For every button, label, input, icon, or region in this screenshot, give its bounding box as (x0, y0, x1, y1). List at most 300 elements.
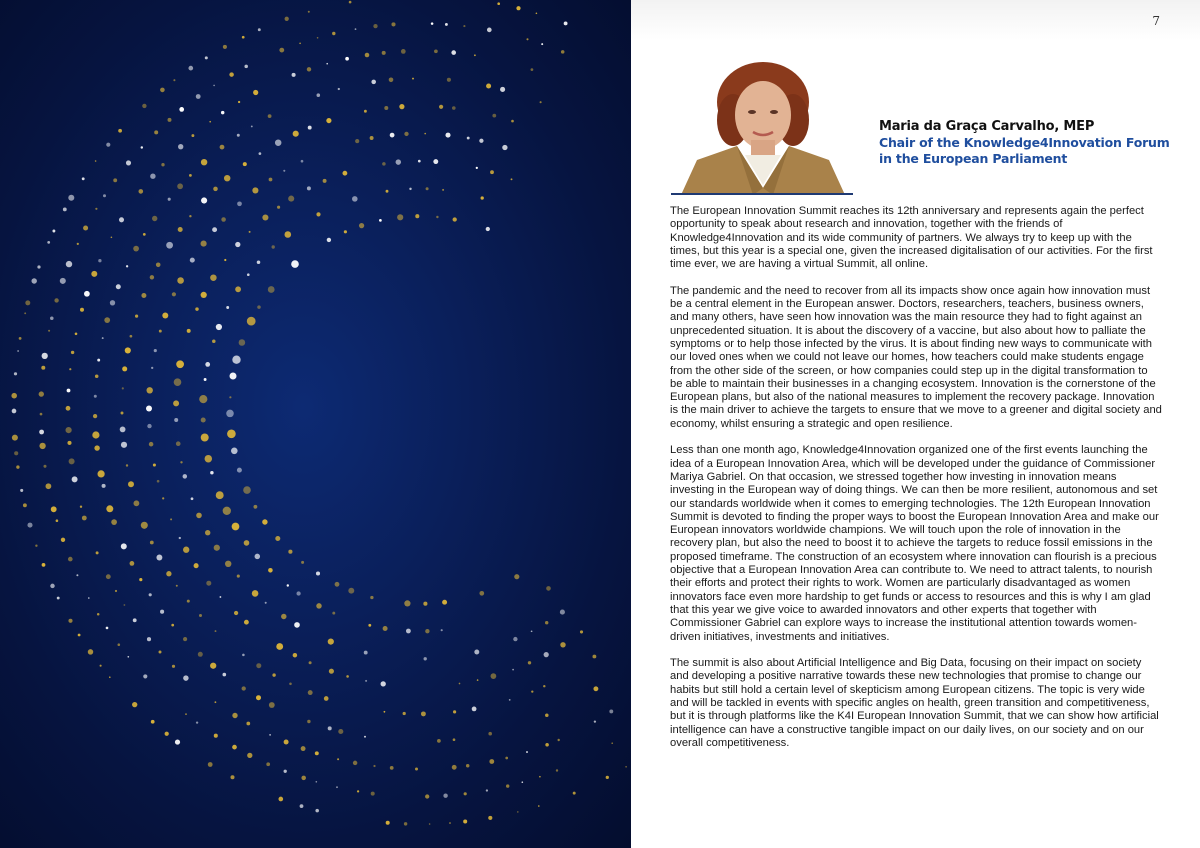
gold-dot (111, 519, 117, 525)
gold-dot (288, 196, 294, 202)
gold-dot (284, 740, 289, 745)
gold-dot (246, 722, 250, 726)
gold-dot (359, 223, 364, 228)
gold-dot (357, 790, 359, 792)
white-dot (82, 177, 85, 180)
white-dot (151, 367, 153, 369)
gold-dot (592, 655, 596, 659)
white-dot (196, 721, 198, 723)
gold-dot (560, 642, 565, 647)
gold-dot (247, 317, 256, 326)
white-dot (486, 789, 488, 791)
white-dot (294, 622, 300, 628)
white-dot (424, 657, 427, 660)
gold-dot (328, 639, 334, 645)
white-dot (500, 87, 505, 92)
gold-dot (178, 227, 183, 232)
gold-dot (223, 45, 227, 49)
gold-dot (135, 315, 138, 318)
gold-dot (244, 620, 249, 625)
gold-dot (253, 90, 258, 95)
white-dot (226, 306, 229, 309)
white-dot (175, 740, 180, 745)
gold-dot (151, 720, 155, 724)
white-dot (147, 637, 151, 641)
gold-dot (338, 729, 343, 734)
gold-dot (281, 614, 286, 619)
white-dot (307, 186, 311, 190)
gold-dot (479, 591, 484, 596)
gold-dot (344, 230, 347, 233)
gold-dot (301, 746, 306, 751)
white-dot (326, 63, 328, 65)
gold-dot (424, 133, 426, 135)
gold-dot (68, 557, 73, 562)
gold-dot (247, 753, 252, 758)
white-dot (188, 66, 193, 71)
gold-dot (390, 766, 394, 770)
gold-dot (490, 170, 494, 174)
gold-dot (384, 711, 386, 713)
gold-dot (69, 458, 75, 464)
gold-dot (183, 637, 187, 641)
gold-dot (133, 500, 139, 506)
white-dot (364, 651, 368, 655)
gold-dot (391, 22, 395, 26)
content-page (631, 0, 1200, 848)
gold-dot (66, 427, 72, 433)
gold-dot (121, 412, 124, 415)
gold-dot (214, 734, 218, 738)
gold-dot (201, 241, 207, 247)
gold-dot (223, 507, 231, 515)
white-dot (265, 602, 267, 604)
white-dot (127, 656, 129, 658)
gold-dot (141, 293, 146, 298)
gold-dot (161, 163, 164, 166)
gold-dot (132, 702, 137, 707)
white-dot (512, 669, 514, 671)
gold-dot (346, 675, 349, 678)
white-dot (451, 50, 456, 55)
gold-dot (191, 134, 194, 137)
white-dot (106, 627, 109, 630)
gold-dot (386, 190, 389, 193)
gold-dot (176, 360, 184, 368)
white-dot (300, 804, 304, 808)
white-dot (160, 610, 164, 614)
gold-dot (68, 619, 72, 623)
gold-dot (198, 652, 203, 657)
gold-dot (39, 443, 45, 449)
gold-dot (67, 441, 71, 445)
gold-dot (308, 11, 310, 13)
gold-dot (528, 661, 531, 664)
gold-dot (557, 739, 559, 741)
gold-dot (118, 129, 122, 133)
gold-dot (278, 797, 283, 802)
white-dot (244, 65, 248, 69)
white-dot (103, 194, 106, 197)
gold-dot (546, 586, 551, 591)
gold-dot (315, 751, 319, 755)
gold-dot (531, 68, 534, 71)
gold-dot (488, 816, 492, 820)
white-dot (247, 273, 250, 276)
white-dot (609, 709, 613, 713)
white-dot (183, 474, 188, 479)
gold-dot (212, 339, 216, 343)
gold-dot (195, 307, 198, 310)
gold-dot (593, 686, 598, 691)
gold-dot (382, 162, 386, 166)
white-dot (31, 278, 36, 283)
gold-dot (80, 308, 84, 312)
gold-dot (543, 685, 545, 687)
gold-dot (124, 604, 126, 606)
gold-dot (324, 696, 329, 701)
gold-dot (113, 178, 117, 182)
gold-dot (489, 759, 494, 764)
body-paragraph: The European Innovation Summit reaches its 12th anniversary and represents again the perfect opportunity to speak about research and innovation, together with the friends of Knowledge4Innovation and its wide community of partners. We always try to keep up with the times, but this year is a special one, given the increased digitalisation of our activities. For the first time ever, we are having a virtual Summit, all online. (670, 205, 1153, 271)
white-dot (39, 430, 44, 435)
white-dot (316, 571, 320, 575)
white-dot (292, 73, 296, 77)
body-paragraph: The pandemic and the need to recover from all its impacts show once again how innovation must be a central element in the European answer. Doctors, researchers, teachers, business owners, and many others, have seen how innovation was the main resource they had to fight against an unprecedented situation. It is about the discovery of a vaccine, but also about how to palliate the symptoms or to help those infected by the virus. It is about finding new ways to communicate with our loved ones when we could not leave our homes, how teachers could make students engage from the other side of the screen, or how companies could step up in the digital transformation to be able to maintain their businesses in a changing ecosystem. Innovation is the cornerstone of the European plans, but also of the national measures to implement the recovery package. Innovation is the main driver to achieve the targets to ensure that we move to a greener and digital society and economy, whilst ensuring a strategic and open resilience. (670, 284, 1162, 430)
gold-dot (253, 505, 257, 509)
gold-dot (491, 673, 497, 679)
gold-dot (173, 400, 179, 406)
white-dot (283, 170, 285, 172)
portrait-underline (671, 193, 853, 195)
white-dot (284, 770, 287, 773)
white-dot (68, 195, 74, 201)
gold-dot (91, 271, 97, 277)
white-dot (98, 259, 101, 262)
gold-dot (41, 366, 45, 370)
gold-dot (275, 536, 280, 541)
white-dot (121, 442, 127, 448)
gold-dot (75, 333, 78, 336)
gold-dot (159, 330, 162, 333)
white-dot (513, 637, 517, 641)
gold-dot (625, 766, 627, 768)
portrait-photo (675, 60, 851, 195)
gold-dot (370, 596, 373, 599)
gold-dot (332, 32, 335, 35)
white-dot (291, 260, 299, 268)
gold-dot (262, 519, 267, 524)
white-dot (196, 94, 201, 99)
gold-dot (146, 387, 152, 393)
gold-dot (244, 540, 250, 546)
gold-dot (174, 378, 182, 386)
gold-dot (526, 38, 528, 40)
gold-dot (40, 413, 43, 416)
gold-dot (216, 491, 224, 499)
gold-dot (215, 630, 217, 632)
white-dot (365, 680, 367, 682)
white-dot (212, 227, 217, 232)
gold-dot (370, 136, 374, 140)
gold-dot (42, 563, 46, 567)
gold-dot (139, 578, 142, 581)
gold-dot (220, 145, 225, 150)
gold-dot (404, 600, 410, 606)
author-role: Chair of the Knowledge4Innovation Forum in the European Parliament (879, 135, 1170, 166)
gold-dot (130, 561, 135, 566)
gold-dot (421, 711, 426, 716)
gold-dot (481, 196, 484, 199)
gold-dot (389, 78, 394, 83)
gold-dot (459, 683, 461, 685)
gold-dot (285, 17, 289, 21)
white-dot (381, 681, 386, 686)
gold-dot (486, 83, 491, 88)
gold-dot (229, 396, 231, 398)
gold-dot (442, 600, 447, 605)
white-dot (179, 537, 181, 539)
white-dot (226, 410, 234, 418)
white-dot (269, 734, 271, 736)
white-dot (541, 43, 543, 45)
gold-dot (141, 522, 148, 529)
gold-dot (268, 114, 272, 118)
gold-dot (232, 713, 237, 718)
white-dot (594, 720, 596, 722)
gold-dot (497, 2, 500, 5)
gold-dot (93, 414, 97, 418)
white-dot (97, 359, 100, 362)
gold-dot (109, 676, 111, 678)
gold-dot (126, 464, 128, 466)
gold-dot (266, 762, 270, 766)
white-dot (47, 241, 50, 244)
article-body (670, 205, 1162, 763)
white-dot (191, 497, 194, 500)
gold-dot (183, 547, 189, 553)
white-dot (121, 543, 127, 549)
gold-dot (154, 130, 158, 134)
white-dot (479, 139, 483, 143)
white-dot (154, 349, 157, 352)
gold-dot (276, 643, 283, 650)
white-dot (190, 258, 195, 263)
white-dot (168, 198, 171, 201)
gold-dot (511, 120, 514, 123)
gold-dot (214, 701, 216, 703)
gold-dot (249, 231, 251, 233)
gold-dot (77, 243, 79, 245)
gold-dot (187, 600, 190, 603)
white-dot (150, 174, 155, 179)
gold-dot (511, 178, 513, 180)
gold-dot (194, 563, 199, 568)
gold-dot (317, 37, 319, 39)
gold-dot (138, 189, 143, 194)
gold-dot (439, 105, 443, 109)
gold-dot (16, 465, 19, 468)
gold-dot (463, 25, 465, 27)
gold-dot (189, 174, 192, 177)
gold-dot (165, 732, 169, 736)
gold-dot (180, 461, 182, 463)
gold-dot (205, 530, 210, 535)
gold-dot (425, 629, 429, 633)
gold-dot (373, 765, 375, 767)
white-dot (242, 654, 245, 657)
white-dot (14, 372, 17, 375)
gold-dot (43, 465, 46, 468)
white-dot (50, 317, 54, 321)
gold-dot (269, 702, 275, 708)
gold-dot (573, 792, 576, 795)
white-dot (143, 674, 147, 678)
gold-dot (452, 765, 457, 770)
gold-dot (399, 104, 404, 109)
gold-dot (288, 550, 292, 554)
white-dot (102, 337, 104, 339)
gold-dot (210, 663, 216, 669)
gold-dot (56, 519, 59, 522)
white-dot (522, 781, 524, 783)
gold-dot (71, 351, 74, 354)
gold-dot (230, 775, 234, 779)
gold-dot (168, 118, 172, 122)
gold-dot (404, 822, 407, 825)
gold-dot (199, 614, 202, 617)
gold-dot (214, 545, 220, 551)
gold-dot (48, 330, 50, 332)
gold-dot (166, 571, 171, 576)
white-dot (364, 736, 366, 738)
white-dot (204, 378, 207, 381)
white-dot (564, 21, 568, 25)
white-dot (183, 675, 188, 680)
gold-dot (157, 480, 160, 483)
gold-dot (365, 53, 370, 58)
white-dot (338, 88, 340, 90)
gold-dot (35, 545, 37, 547)
gold-dot (492, 114, 496, 118)
white-dot (317, 93, 321, 97)
gold-dot (452, 106, 456, 110)
white-dot (406, 629, 411, 634)
white-dot (119, 217, 124, 222)
gold-dot (364, 110, 367, 113)
white-dot (328, 726, 332, 730)
gold-dot (371, 792, 375, 796)
gold-dot (477, 679, 479, 681)
white-dot (149, 593, 152, 596)
gold-dot (95, 375, 99, 379)
gold-dot (224, 175, 230, 181)
gold-dot (176, 441, 181, 446)
gold-dot (97, 470, 104, 477)
gold-dot (301, 776, 306, 781)
gold-dot (426, 187, 429, 190)
gold-dot (206, 581, 211, 586)
gold-dot (423, 602, 427, 606)
white-dot (476, 167, 478, 169)
gold-dot (118, 643, 121, 646)
gold-dot (516, 6, 520, 10)
gold-dot (545, 713, 549, 717)
gold-dot (436, 216, 438, 218)
white-dot (179, 107, 184, 112)
gold-dot (23, 503, 27, 507)
gold-dot (272, 245, 275, 248)
gold-dot (187, 329, 191, 333)
gold-dot (150, 275, 154, 279)
gold-dot (115, 590, 117, 592)
gold-dot (213, 187, 218, 192)
gold-dot (19, 337, 22, 340)
gold-dot (39, 391, 44, 396)
gold-dot (82, 516, 87, 521)
white-dot (17, 350, 19, 352)
gold-dot (96, 551, 99, 554)
white-dot (216, 324, 222, 330)
white-dot (433, 159, 438, 164)
gold-dot (316, 212, 320, 216)
gold-dot (100, 665, 102, 667)
gold-dot (348, 588, 354, 594)
gold-dot (401, 49, 406, 54)
gold-dot (415, 214, 419, 218)
gold-dot (453, 738, 456, 741)
white-dot (67, 389, 71, 393)
gold-dot (301, 561, 304, 564)
white-dot (443, 793, 447, 797)
white-dot (27, 523, 32, 528)
white-dot (66, 261, 72, 267)
gold-dot (229, 72, 233, 76)
gold-dot (12, 435, 18, 441)
gold-dot (209, 121, 211, 123)
gold-dot (83, 225, 88, 230)
gold-dot (309, 661, 312, 664)
gold-dot (46, 483, 52, 489)
gold-dot (384, 106, 388, 110)
white-dot (336, 786, 338, 788)
white-dot (371, 80, 376, 85)
gold-dot (14, 451, 18, 455)
gold-dot (539, 776, 541, 778)
gold-dot (403, 712, 406, 715)
gold-dot (80, 505, 82, 507)
gold-dot (88, 649, 93, 654)
gold-dot (201, 417, 206, 422)
gold-dot (172, 665, 175, 668)
gold-dot (425, 794, 429, 798)
white-dot (201, 197, 207, 203)
gold-dot (488, 732, 492, 736)
gold-dot (242, 36, 245, 39)
white-dot (57, 597, 60, 600)
white-dot (213, 85, 215, 87)
white-dot (231, 448, 238, 455)
white-dot (445, 133, 450, 138)
gold-dot (404, 132, 408, 136)
white-dot (84, 291, 90, 297)
gold-dot (243, 486, 251, 494)
white-dot (205, 56, 208, 59)
gold-dot (606, 776, 609, 779)
gold-dot (78, 634, 81, 637)
white-dot (37, 265, 40, 268)
gold-dot (143, 233, 146, 236)
